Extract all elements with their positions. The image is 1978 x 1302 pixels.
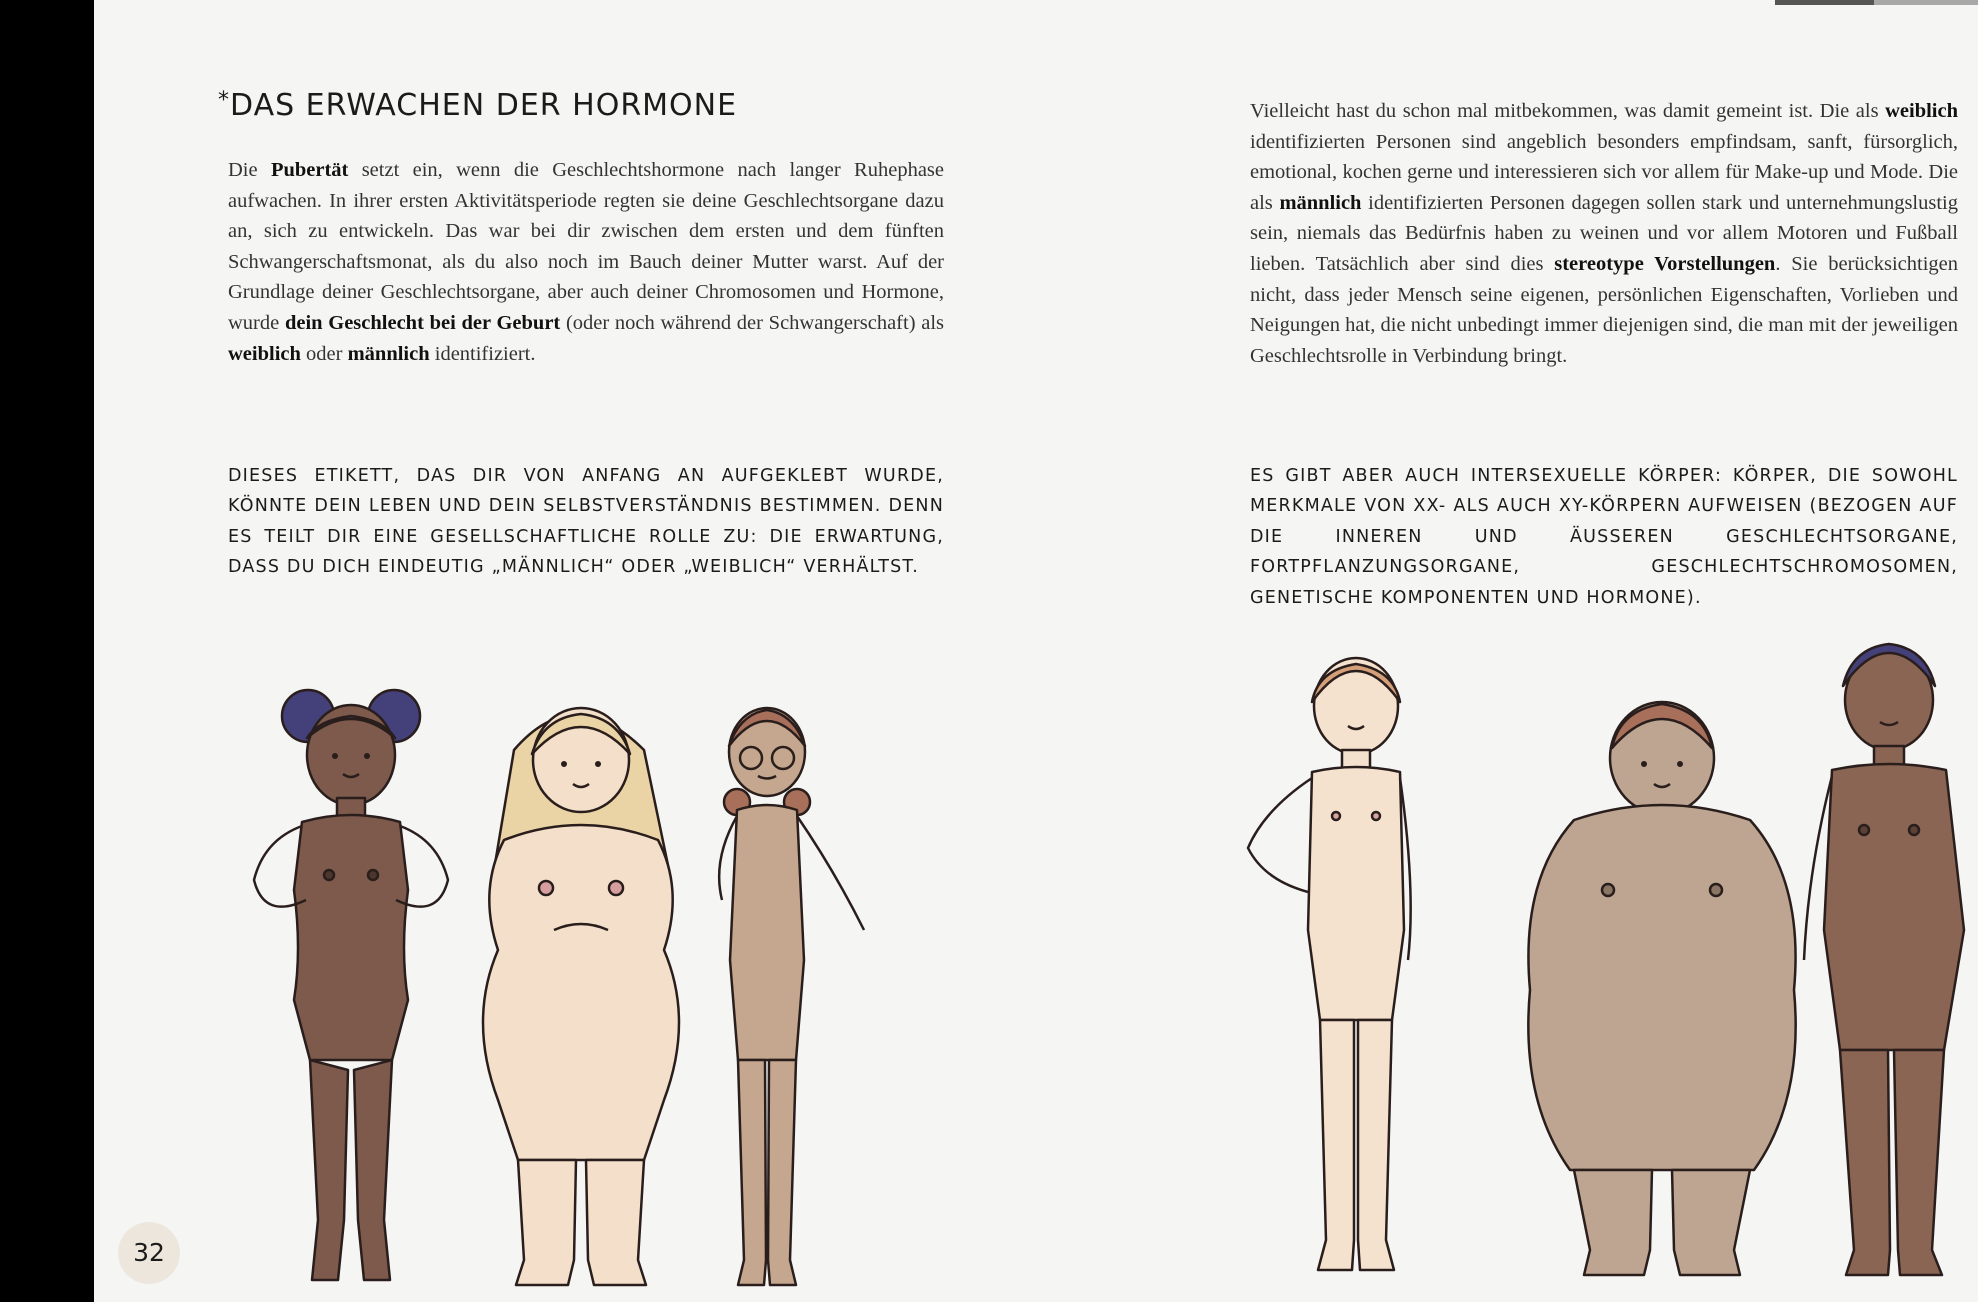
reading-progress-bar [1775,0,1978,5]
figure-brown-skin-dark-hair [1804,644,1964,1275]
body-text: identifiziert. [429,342,536,365]
illustration-female-bodies [224,660,1084,1300]
body-text: Vielleicht hast du schon mal mitbekommen, was damit gemeint ist. Die als [1250,100,1886,122]
body-text: oder [300,342,348,365]
emphasis-text: dein Geschlecht bei der Geburt [284,311,561,334]
viewer-left-margin [0,0,94,1302]
body-text: identifizierten Personen dagegen sollen stark und unternehmungslustig sein, niemals das Bedürfnis haben zu weinen und vor allem Motoren und Fußball lieben. Tatsächlich aber sind dies [1250,191,1958,275]
callout-paragraph-right: ES GIBT ABER AUCH INTERSEXUELLE KÖRPER: KÖRPER, DIE SOWOHL MERKMALE VON XX- ALS AUCH XY-KÖRPERN AUFWEISEN (BEZOGEN AUF DIE INNEREN UND ÄUSSEREN GESCHLECHTSORGANE, FORTPFLANZUNGSORGANE, GESCHLECHTSCHROMOSOMEN, GENETISCHE KOMPONENTEN UND HORMONE). [1250,466,1958,608]
emphasis-text: männlich [1279,191,1362,214]
progress-track [1874,0,1978,5]
body-text: identifizierten Personen sind angeblich besonders empfindsam, sanft, fürsorglich, emotional, kochen gerne und interessieren sich vor allem für Make-up und Mode. Die als [1250,130,1958,214]
figure-light-skin-ginger [1248,658,1411,1270]
emphasis-text: weiblich [228,342,301,365]
body-text: Die [228,159,271,181]
stereotype-paragraph [1250,96,1958,371]
body-text: . Sie berücksichtigen nicht, dass jeder Mensch seine eigenen, persönlichen Eigenschaften, Vorlieben und Neigungen hat, die nicht unbedingt immer diejenigen sind, die man mit der jeweiligen Geschlechtsrolle in Verbindung bringt. [1250,252,1959,367]
body-text: setzt ein, wenn die Geschlechtshormone nach langer Ruhephase aufwachen. In ihrer ersten Aktivitätsperiode regten sie deine Geschlechtsorgane dazu an, sich zu entwickeln. Das war bei dir zwischen dem ersten und dem fünften Schwangerschaftsmonat, als du also noch im Bauch deiner Mutter warst. Auf der Grundlage deiner Geschlechtsorgane, aber auch deiner Chromosomen und Hormone, wurde [228,159,944,334]
heading-text: DAS ERWACHEN DER HORMONE [230,88,738,123]
callout-paragraph-left: DIESES ETIKETT, DAS DIR VON ANFANG AN AUFGEKLEBT WURDE, KÖNNTE DEIN LEBEN UND DEIN SELBSTVERSTÄNDNIS BESTIMMEN. DENN ES TEILT DIR EINE GESELLSCHAFTLICHE ROLLE ZU: DIE ERWARTUNG, DASS DU DICH EINDEUTIG „MÄNNLICH“ ODER „WEIBLICH“ VERHÄLTST. [228,466,944,578]
page-number-badge: 32 [118,1222,180,1284]
figure-tan-skin-glasses [719,708,864,1285]
intro-paragraph [228,155,944,369]
section-heading [218,88,737,123]
illustration-male-intersex-bodies [1204,630,1978,1302]
emphasis-text: männlich [347,342,430,365]
figure-medium-skin-round [1528,702,1795,1275]
body-text: (oder noch während der Schwangerschaft) als [560,311,945,334]
figure-pale-skin-blonde [483,708,679,1285]
emphasis-text: stereotype Vorstellungen [1554,252,1776,275]
heading-asterisk: * [218,88,230,113]
progress-fill [1775,0,1874,5]
emphasis-text: Pubertät [270,159,349,181]
figure-dark-skin-buns [254,690,448,1280]
emphasis-text: weiblich [1885,100,1958,122]
book-spread [94,0,1978,1302]
